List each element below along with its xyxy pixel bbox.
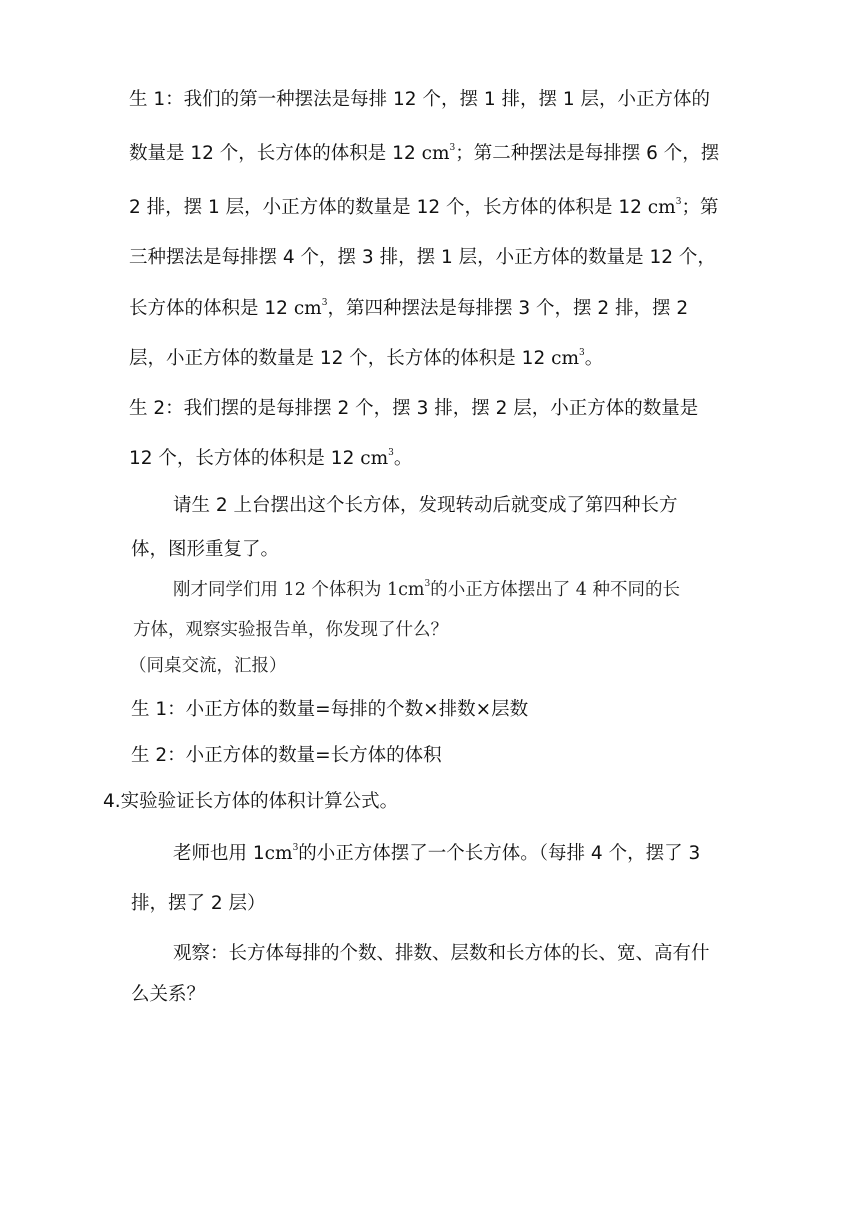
paragraph-5-line-1: 生 1：小正方体的数量=每排的个数×排数×层数 [131, 699, 529, 720]
paragraph-2-line-1: 生 2：我们摆的是每排摆 2 个，摆 3 排，摆 2 层，小正方体的数量是 [129, 398, 699, 419]
paragraph-5-line-2: 生 2：小正方体的数量=长方体的体积 [131, 745, 442, 766]
unit-cubic-centimeter: $cm^3$ [398, 579, 431, 600]
paragraph-4-line-3: （同桌交流，汇报） [129, 656, 287, 676]
paragraph-3-line-1: 请生 2 上台摆出这个长方体，发现转动后就变成了第四种长方 [173, 495, 678, 516]
paragraph-1-line-1: 生 1：我们的第一种摆法是每排 12 个，摆 1 排，摆 1 层，小正方体的 [129, 89, 711, 110]
unit-cubic-centimeter: $cm^3$ [293, 298, 328, 319]
unit-cubic-centimeter: $cm^3$ [360, 448, 394, 469]
paragraph-4-line-2: 方体，观察实验报告单，你发现了什么？ [133, 620, 448, 640]
paragraph-6-line-1: 老师也用 $1cm^3$的小正方体摆了一个长方体。（每排 4 个，摆了 3 [173, 843, 701, 864]
unit-cubic-centimeter: $cm^3$ [421, 143, 456, 164]
paragraph-1-line-4: 三种摆法是每排摆 4 个，摆 3 排，摆 1 层，小正方体的数量是 12 个， [129, 247, 716, 268]
paragraph-2-line-2: 12 个，长方体的体积是 12 $cm^3$。 [129, 448, 413, 469]
paragraph-1-line-2: 数量是 12 个，长方体的体积是 12 $cm^3$；第二种摆法是每排摆 6 个，摆 [129, 143, 720, 164]
paragraph-1-line-3: 2 排，摆 1 层，小正方体的数量是 12 个，长方体的体积是 12 $cm^3$；第 [129, 197, 719, 218]
paragraph-1-line-5: 长方体的体积是 12 $cm^3$，第四种摆法是每排摆 3 个，摆 2 排，摆 2 [129, 298, 689, 319]
unit-cubic-centimeter: $cm^3$ [264, 843, 299, 864]
paragraph-7-line-1: 观察：长方体每排的个数、排数、层数和长方体的长、宽、高有什 [173, 943, 710, 964]
paragraph-1-line-6: 层，小正方体的数量是 12 个，长方体的体积是 12 $cm^3$。 [129, 348, 604, 369]
paragraph-6-line-2: 排，摆了 2 层） [131, 893, 266, 914]
unit-cubic-centimeter: $cm^3$ [551, 348, 585, 369]
paragraph-7-line-2: 么关系？ [131, 984, 206, 1005]
unit-cubic-centimeter: $cm^3$ [647, 197, 682, 218]
paragraph-4-line-1: 刚才同学们用 12 个体积为 $1cm^3$的小正方体摆出了 4 种不同的长 [173, 579, 680, 600]
section-heading: 4.实验验证长方体的体积计算公式。 [103, 791, 399, 812]
paragraph-3-line-2: 体，图形重复了。 [131, 539, 280, 560]
